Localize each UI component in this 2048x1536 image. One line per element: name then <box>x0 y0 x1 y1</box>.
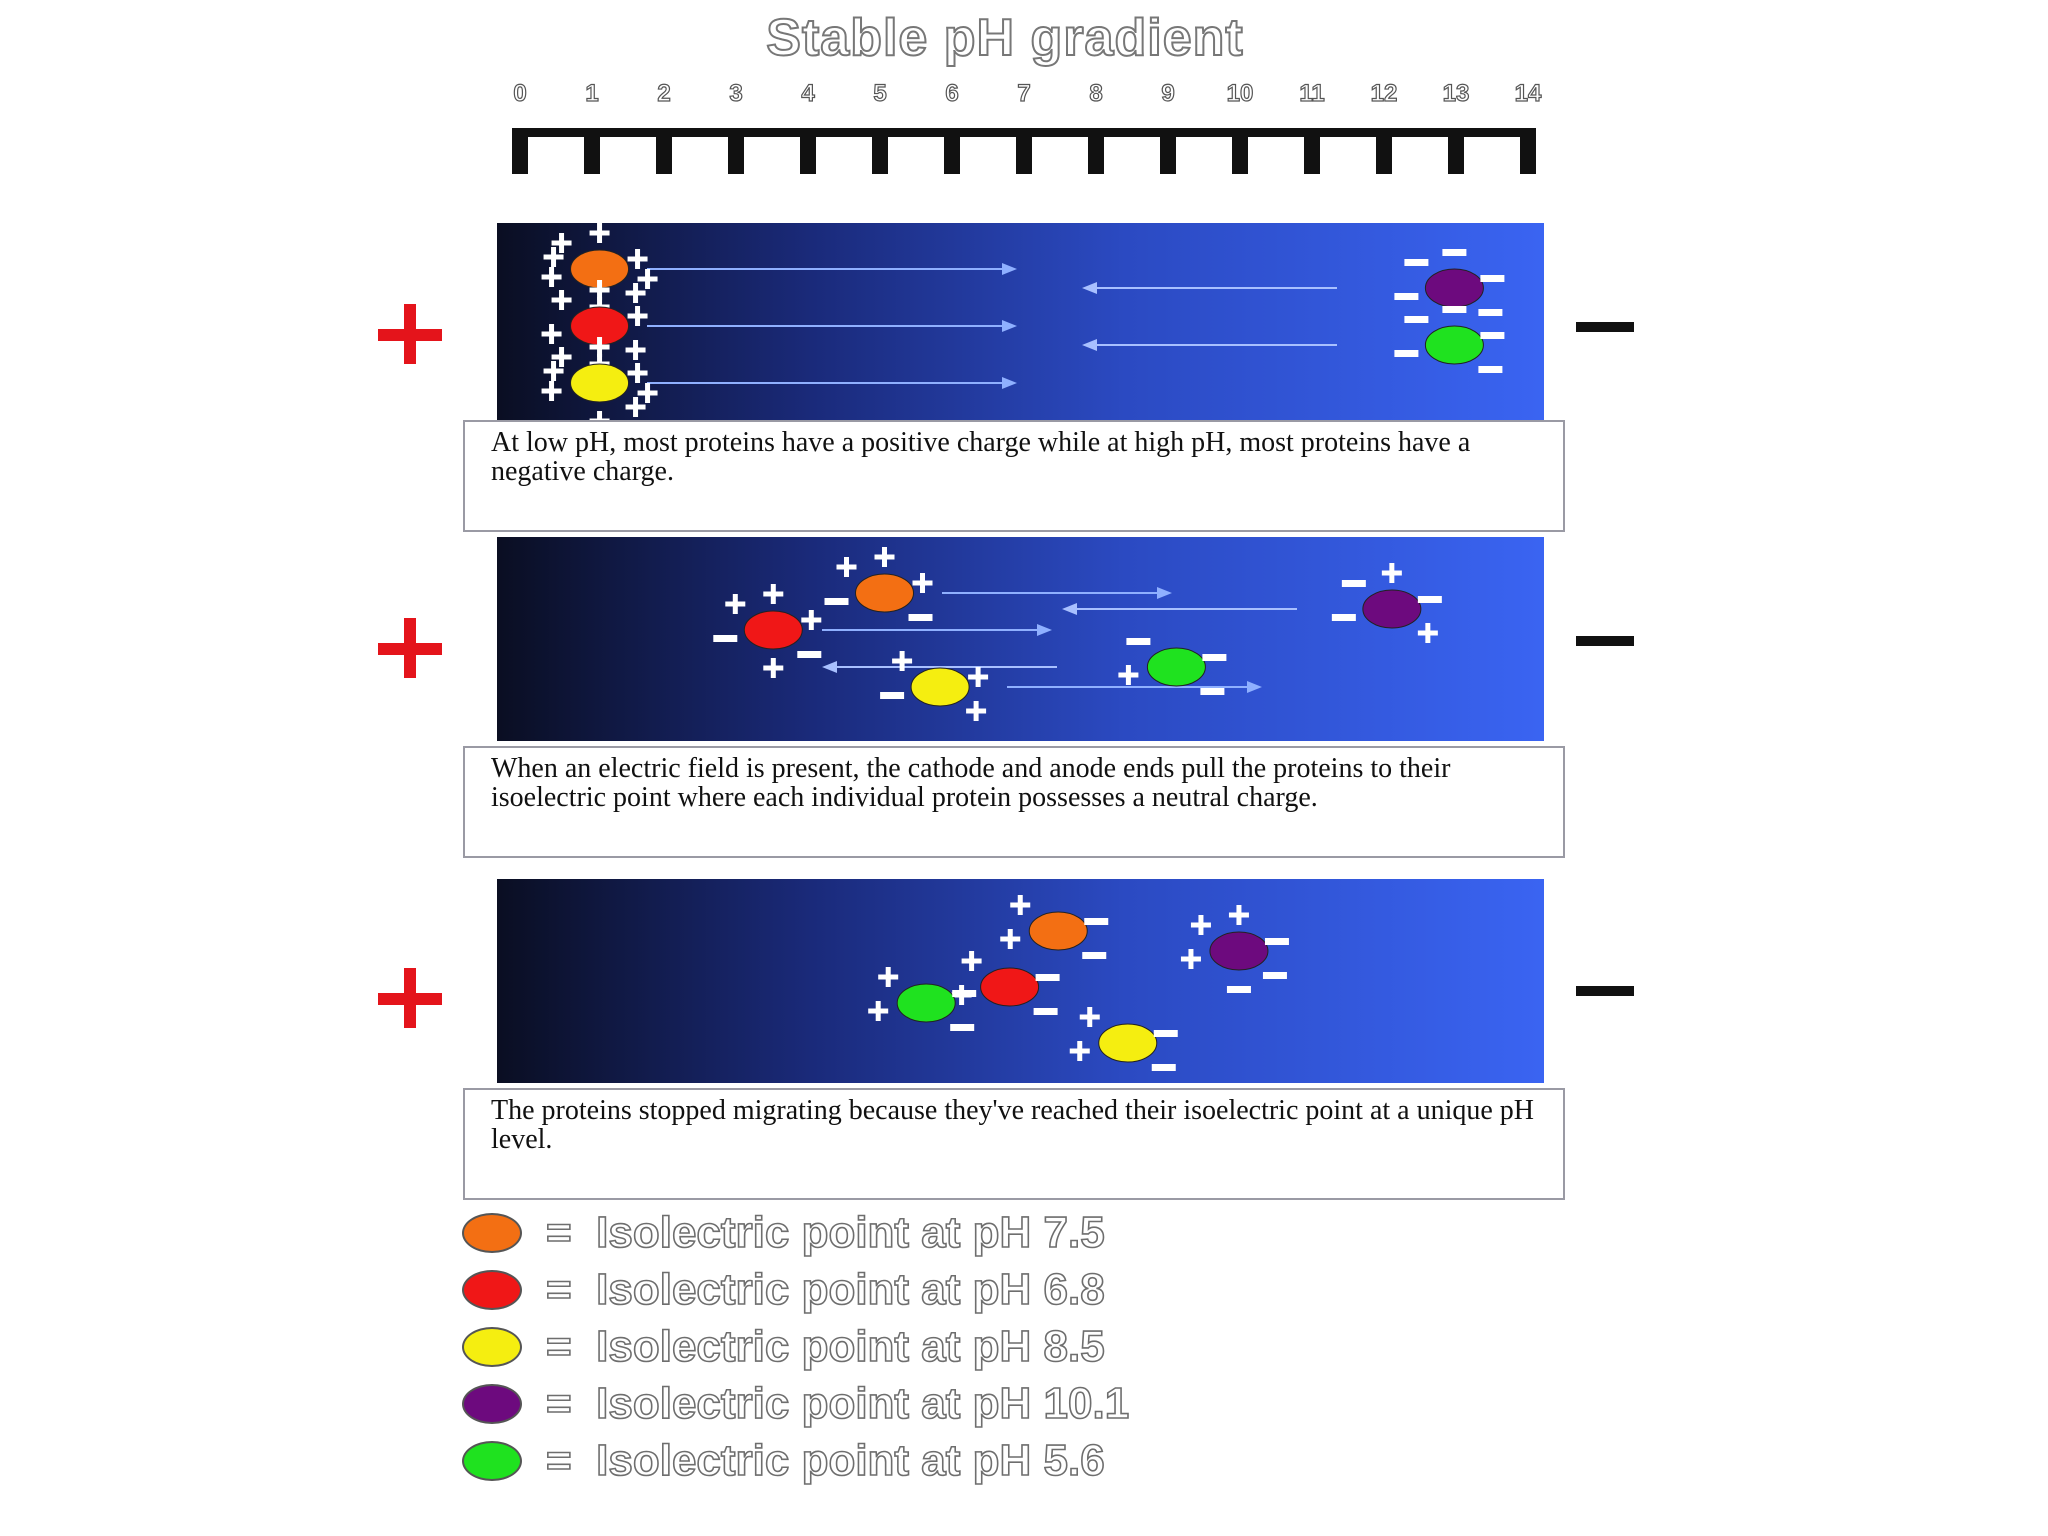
scale-tick-label: 8 <box>1089 80 1103 107</box>
green-protein-body <box>1147 648 1205 686</box>
positive-charge-icon <box>1118 665 1138 685</box>
negative-charge-icon <box>1126 638 1150 645</box>
red-protein-body <box>744 611 802 649</box>
orange-protein <box>542 223 658 317</box>
negative-charge-icon <box>1227 986 1251 993</box>
arrow-right <box>647 320 1017 332</box>
scale-tick-label: 13 <box>1442 80 1470 107</box>
positive-charge-icon <box>542 267 562 287</box>
anode-plus-icon <box>378 624 442 672</box>
positive-charge-icon <box>1070 1041 1090 1061</box>
scale-tick <box>1016 128 1032 174</box>
arrow-left <box>1082 339 1337 351</box>
scale-tick-label: 3 <box>729 80 743 107</box>
legend-label: = Isolectric point at pH 8.5 <box>546 1321 1105 1371</box>
purple-protein-body <box>1363 590 1421 628</box>
negative-charge-icon <box>1404 259 1428 266</box>
positive-charge-icon <box>1080 1007 1100 1027</box>
scale-tick <box>1232 128 1248 174</box>
positive-charge-icon <box>590 223 610 243</box>
negative-charge-icon <box>952 990 976 997</box>
cathode-minus-icon <box>1576 322 1634 332</box>
red-protein-body <box>981 968 1039 1006</box>
cathode-minus-icon <box>1576 636 1634 646</box>
purple-protein-body <box>1210 932 1268 970</box>
cathode-minus-icon <box>1576 986 1634 996</box>
negative-charge-icon <box>1034 1008 1058 1015</box>
ph-scale <box>0 0 2048 190</box>
scale-tick <box>1376 128 1392 174</box>
orange-protein <box>825 547 933 621</box>
scale-tick <box>512 128 528 174</box>
negative-charge-icon <box>1036 974 1060 981</box>
anode-plus-icon <box>378 310 442 358</box>
legend-label: = Isolectric point at pH 6.8 <box>546 1264 1105 1314</box>
positive-charge-icon <box>542 381 562 401</box>
scale-tick <box>1448 128 1464 174</box>
negative-charge-icon <box>1332 614 1356 621</box>
legend-item-purple <box>462 1375 1362 1432</box>
scale-tick <box>1088 128 1104 174</box>
positive-charge-icon <box>968 667 988 687</box>
scale-tick-label: 10 <box>1226 80 1254 107</box>
scale-tick-label: 9 <box>1161 80 1175 107</box>
negative-charge-icon <box>1480 275 1504 282</box>
panel-1-drawing <box>497 223 1544 427</box>
red-protein <box>713 584 821 678</box>
positive-charge-icon <box>542 324 562 344</box>
positive-charge-icon <box>626 283 646 303</box>
red-protein-dot <box>462 1270 522 1310</box>
negative-charge-icon <box>1082 952 1106 959</box>
scale-tick <box>944 128 960 174</box>
gel-panel-1 <box>497 223 1544 427</box>
positive-charge-icon <box>763 584 783 604</box>
panel-3-drawing <box>497 879 1544 1083</box>
scale-tick <box>656 128 672 174</box>
negative-charge-icon <box>1394 293 1418 300</box>
arrow-right <box>647 377 1017 389</box>
scale-tick <box>872 128 888 174</box>
scale-tick <box>584 128 600 174</box>
positive-charge-icon <box>1010 895 1030 915</box>
negative-charge-icon <box>1478 366 1502 373</box>
negative-charge-icon <box>1480 332 1504 339</box>
orange-protein-body <box>856 574 914 612</box>
positive-charge-icon <box>1382 563 1402 583</box>
green-protein-body <box>1425 326 1483 364</box>
scale-tick-label: 0 <box>513 80 527 107</box>
negative-charge-icon <box>1442 306 1466 313</box>
legend-item-red <box>462 1261 1362 1318</box>
caption-2: When an electric field is present, the cathode and anode ends pull the proteins to their isoelectric point where each individual protein possesses a neutral charge. <box>463 746 1565 858</box>
negative-charge-icon <box>1478 309 1502 316</box>
negative-charge-icon <box>1202 654 1226 661</box>
positive-charge-icon <box>552 290 572 310</box>
positive-charge-icon <box>878 967 898 987</box>
positive-charge-icon <box>628 306 648 326</box>
scale-tick <box>1520 128 1536 174</box>
yellow-protein-body <box>1099 1024 1157 1062</box>
gel-panel-3 <box>497 879 1544 1083</box>
purple-protein-body <box>1425 269 1483 307</box>
panel-2-drawing <box>497 537 1544 741</box>
negative-charge-icon <box>909 614 933 621</box>
negative-charge-icon <box>1084 918 1108 925</box>
green-protein-body <box>897 984 955 1022</box>
legend-item-yellow <box>462 1318 1362 1375</box>
orange-protein-body <box>1029 912 1087 950</box>
scale-tick <box>800 128 816 174</box>
positive-charge-icon <box>1181 949 1201 969</box>
scale-tick-label: 2 <box>657 80 671 107</box>
scale-tick-label: 5 <box>873 80 887 107</box>
purple-protein <box>1394 249 1504 316</box>
yellow-protein <box>1070 1007 1178 1071</box>
green-protein <box>1394 306 1504 373</box>
positive-charge-icon <box>626 397 646 417</box>
positive-charge-icon <box>626 340 646 360</box>
scale-tick <box>728 128 744 174</box>
positive-charge-icon <box>1191 915 1211 935</box>
positive-charge-icon <box>801 610 821 630</box>
scale-tick-label: 1 <box>585 80 599 107</box>
anode-plus-icon <box>378 974 442 1022</box>
positive-charge-icon <box>638 383 658 403</box>
arrow-right <box>647 263 1017 275</box>
legend-label: = Isolectric point at pH 5.6 <box>546 1435 1105 1485</box>
scale-tick-label: 6 <box>945 80 959 107</box>
orange-protein <box>1000 895 1108 959</box>
legend <box>462 1204 1362 1489</box>
scale-tick-label: 7 <box>1017 80 1031 107</box>
purple-protein <box>1181 905 1289 993</box>
scale-tick <box>1304 128 1320 174</box>
positive-charge-icon <box>628 249 648 269</box>
negative-charge-icon <box>713 635 737 642</box>
scale-tick-label: 12 <box>1370 80 1398 107</box>
negative-charge-icon <box>1154 1030 1178 1037</box>
negative-charge-icon <box>1418 596 1442 603</box>
negative-charge-icon <box>880 692 904 699</box>
negative-charge-icon <box>950 1024 974 1031</box>
scale-tick-label: 11 <box>1299 80 1325 107</box>
arrow-right <box>942 587 1172 599</box>
negative-charge-icon <box>1263 972 1287 979</box>
page-title: Stable pH gradient <box>766 9 1244 67</box>
positive-charge-icon <box>966 701 986 721</box>
positive-charge-icon <box>628 363 648 383</box>
negative-charge-icon <box>1342 580 1366 587</box>
caption-1: At low pH, most proteins have a positive charge while at high pH, most proteins have a negative charge. <box>463 420 1565 532</box>
positive-charge-icon <box>837 557 857 577</box>
negative-charge-icon <box>1404 316 1428 323</box>
positive-charge-icon <box>875 547 895 567</box>
arrow-left <box>1082 282 1337 294</box>
yellow-protein-dot <box>462 1327 522 1367</box>
positive-charge-icon <box>913 573 933 593</box>
negative-charge-icon <box>797 651 821 658</box>
positive-charge-icon <box>1418 623 1438 643</box>
positive-charge-icon <box>1000 929 1020 949</box>
positive-charge-icon <box>868 1001 888 1021</box>
scale-tick-label: 4 <box>801 80 815 107</box>
scale-tick-label: 14 <box>1514 80 1542 107</box>
positive-charge-icon <box>725 594 745 614</box>
negative-charge-icon <box>1265 938 1289 945</box>
scale-tick <box>1160 128 1176 174</box>
caption-3: The proteins stopped migrating because they've reached their isoelectric point at a unique pH level. <box>463 1088 1565 1200</box>
negative-charge-icon <box>825 598 849 605</box>
arrow-right <box>822 624 1052 636</box>
legend-label: = Isolectric point at pH 7.5 <box>546 1207 1105 1257</box>
purple-protein <box>1332 563 1442 643</box>
negative-charge-icon <box>1200 688 1224 695</box>
purple-protein-dot <box>462 1384 522 1424</box>
negative-charge-icon <box>1442 249 1466 256</box>
yellow-protein <box>880 651 988 721</box>
red-protein <box>952 951 1060 1015</box>
positive-charge-icon <box>763 658 783 678</box>
positive-charge-icon <box>638 269 658 289</box>
gel-panel-2 <box>497 537 1544 741</box>
negative-charge-icon <box>1394 350 1418 357</box>
arrow-left <box>1062 603 1297 615</box>
legend-item-green <box>462 1432 1362 1489</box>
legend-label: = Isolectric point at pH 10.1 <box>546 1378 1130 1428</box>
yellow-protein-body <box>571 364 629 402</box>
negative-charge-icon <box>1152 1064 1176 1071</box>
green-protein-dot <box>462 1441 522 1481</box>
positive-charge-icon <box>1229 905 1249 925</box>
positive-charge-icon <box>962 951 982 971</box>
orange-protein-dot <box>462 1213 522 1253</box>
legend-item-orange <box>462 1204 1362 1261</box>
yellow-protein-body <box>911 668 969 706</box>
